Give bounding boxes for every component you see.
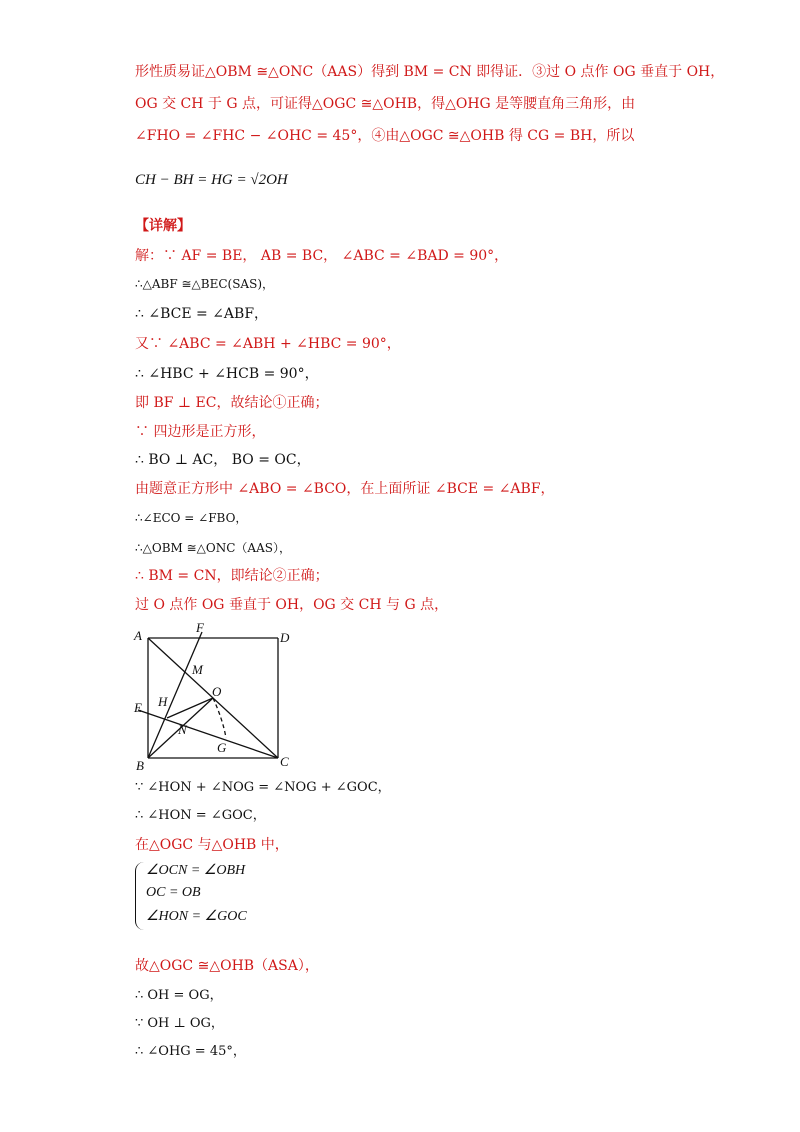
text-line-14: 由题意正方形中 ∠ABO = ∠BCO，在上面所证 ∠BCE = ∠ABF， bbox=[135, 481, 555, 497]
geometry-figure bbox=[128, 620, 298, 770]
label-M: M bbox=[192, 662, 203, 677]
text-line-23: ∴ OH = OG， bbox=[135, 988, 223, 1003]
text-line-18: 过 O 点作 OG 垂直于 OH，OG 交 CH 与 G 点， bbox=[135, 597, 449, 613]
label-N: N bbox=[178, 722, 187, 737]
text-line-12: ∵ 四边形是正方形， bbox=[135, 424, 266, 440]
text-line-25: ∴ ∠OHG = 45°， bbox=[135, 1044, 246, 1059]
text-line-9: 又∵ ∠ABC = ∠ABH + ∠HBC = 90°， bbox=[135, 336, 401, 352]
segment-BF bbox=[148, 632, 202, 758]
label-B: B bbox=[136, 758, 144, 770]
label-E: E bbox=[134, 700, 142, 715]
equation-system bbox=[135, 862, 295, 932]
label-H: H bbox=[158, 694, 168, 709]
text-line-4-formula: CH − BH = HG = √2OH bbox=[135, 172, 288, 188]
text-line-24: ∵ OH ⊥ OG， bbox=[135, 1016, 224, 1031]
text-line-19: ∵ ∠HON + ∠NOG = ∠NOG + ∠GOC， bbox=[135, 780, 391, 795]
text-line-13: ∴ BO ⊥ AC， BO = OC， bbox=[135, 452, 311, 468]
system-row-3: ∠HON = ∠GOC bbox=[146, 909, 247, 924]
left-brace bbox=[135, 862, 144, 930]
label-G: G bbox=[217, 740, 227, 755]
text-line-15: ∴∠ECO = ∠FBO， bbox=[135, 511, 248, 525]
text-line-1: 形性质易证△OBM ≅△ONC（AAS）得到 BM = CN 即得证．③过 O 点作 OG 垂直于 OH， bbox=[135, 64, 725, 80]
text-line-6: 解：∵ AF = BE， AB = BC， ∠ABC = ∠BAD = 90°， bbox=[135, 248, 509, 264]
text-line-7: ∴△ABF ≅△BEC(SAS)， bbox=[135, 277, 275, 291]
text-line-22: 故△OGC ≅△OHB（ASA）， bbox=[135, 958, 319, 974]
segment-EC bbox=[138, 710, 278, 758]
text-line-11: 即 BF ⊥ EC，故结论①正确； bbox=[135, 395, 329, 411]
system-row-2: OC = OB bbox=[146, 885, 201, 900]
label-A: A bbox=[134, 628, 142, 643]
label-D: D bbox=[280, 630, 290, 645]
text-line-17: ∴ BM = CN，即结论②正确； bbox=[135, 568, 329, 584]
label-O: O bbox=[212, 684, 222, 699]
label-C: C bbox=[280, 754, 289, 769]
text-line-8: ∴ ∠BCE = ∠ABF， bbox=[135, 306, 269, 322]
text-line-20: ∴ ∠HON = ∠GOC， bbox=[135, 808, 266, 823]
text-line-2: OG 交 CH 于 G 点，可证得△OGC ≅△OHB，得△OHG 是等腰直角三角形，由 bbox=[135, 96, 636, 112]
system-row-1: ∠OCN = ∠OBH bbox=[146, 863, 246, 878]
text-line-10: ∴ ∠HBC + ∠HCB = 90°， bbox=[135, 366, 319, 382]
text-line-3: ∠FHO = ∠FHC − ∠OHC = 45°，④由△OGC ≅△OHB 得 CG = BH，所以 bbox=[135, 128, 635, 144]
segment-OH bbox=[167, 698, 213, 718]
label-F: F bbox=[196, 620, 204, 635]
detail-heading: 【详解】 bbox=[135, 218, 191, 234]
text-line-16: ∴△OBM ≅△ONC（AAS）， bbox=[135, 541, 291, 555]
text-line-21: 在△OGC 与△OHB 中， bbox=[135, 837, 289, 853]
